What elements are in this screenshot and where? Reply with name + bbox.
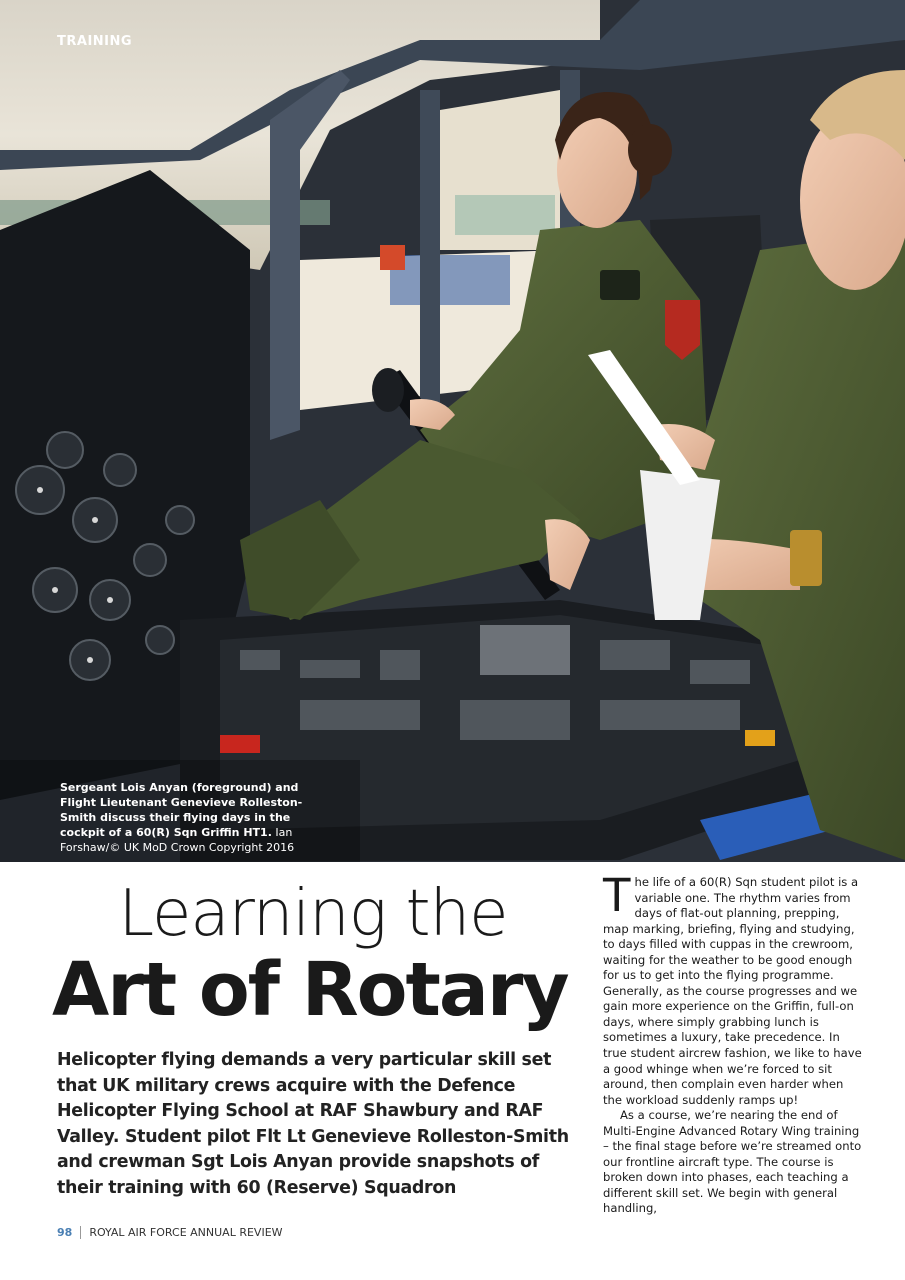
photo-caption [60, 780, 330, 855]
body-column [603, 869, 865, 1217]
page-number: 98 [57, 1226, 73, 1239]
caption-text: Sergeant Lois Anyan (foreground) and Flight Lieutenant Genevieve Rolleston-Smith discuss their flying days in the cockpit of a 60(R) Sqn Griffin HT1. [60, 781, 303, 839]
caption-credit: Ian Forshaw/© UK MoD Crown Copyright 2016 [60, 826, 295, 854]
body-paragraph-1-text: he life of a 60(R) Sqn student pilot is a variable one. The rhythm varies from days of flat-out planning, prepping, map marking, briefing, flying and studying, to days filled with cuppas in the crewroom, waiting for the weather to be good enough for us to get into the flying programme. Generally, as the course progresses and we gain more experience on the Griffin, full-on days, where simply grabbing lunch is sometimes a luxury, take precedence. In true student aircrew fashion, we like to have a good whinge when we’re forced to sit around, then complain even harder when the workload suddenly ramps up! [603, 875, 862, 1107]
publication-name: ROYAL AIR FORCE ANNUAL REVIEW [89, 1226, 283, 1239]
headline-line-1: Learning the [118, 877, 508, 951]
page-footer [57, 1226, 283, 1239]
body-paragraph-2: As a course, we’re nearing the end of Multi-Engine Advanced Rotary Wing training – the final stage before we’re streamed onto our frontline aircraft type. The course is broken down into phases, each teaching a different skill set. We begin with general handling, [603, 1108, 862, 1216]
footer-divider [80, 1226, 81, 1239]
drop-cap: T [603, 869, 631, 922]
body-paragraph-1 [603, 869, 865, 1108]
section-label: TRAINING [57, 34, 133, 49]
headline-line-2: Art of Rotary [52, 947, 568, 1033]
standfirst: Helicopter flying demands a very particular skill set that UK military crews acquire with the Defence Helicopter Flying School at RAF Shawbury and RAF Valley. Student pilot Flt Lt Genevieve Rolleston-Smith and crewman Sgt Lois Anyan provide snapshots of their training with 60 (Reserve) Squadron [57, 1050, 569, 1198]
